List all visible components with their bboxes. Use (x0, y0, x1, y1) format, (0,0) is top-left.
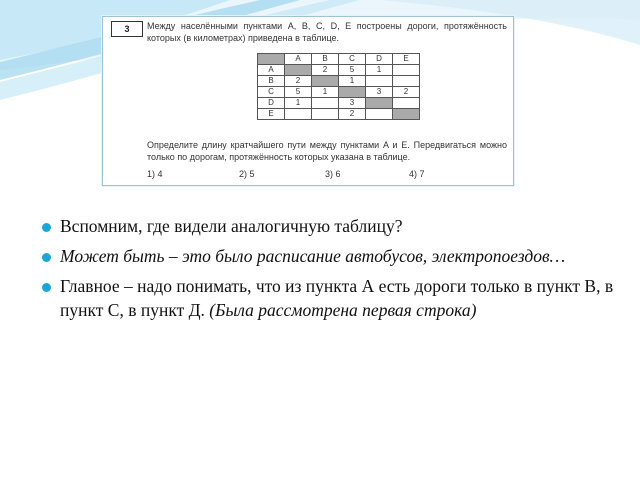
row-label-cell: C (258, 87, 285, 98)
bullet-list (40, 214, 620, 328)
bullet-text: Главное – надо понимать, что из пункта А есть дороги только в пункт В, в пункт С, в пункт Д. (60, 276, 614, 320)
table-cell (312, 98, 339, 109)
table-row (258, 98, 420, 109)
table-header-row (258, 54, 420, 65)
table-cell (285, 109, 312, 120)
bullet-item (40, 244, 620, 268)
answer-option: 2) 5 (239, 169, 255, 179)
table-cell: 2 (339, 109, 366, 120)
table-cell (285, 65, 312, 76)
table-row (258, 76, 420, 87)
table-cell: 1 (339, 76, 366, 87)
table-cell: 5 (339, 65, 366, 76)
answer-option: 1) 4 (147, 169, 163, 179)
bullet-dot-icon (42, 223, 51, 232)
table-cell (366, 109, 393, 120)
problem-statement: Между населёнными пунктами A, B, C, D, E построены дороги, протяжённость которых (в километрах) приведена в таблице. (147, 21, 507, 43)
task-number: 3 (111, 21, 143, 37)
table-cell: 2 (393, 87, 420, 98)
bullet-item (40, 214, 620, 238)
row-label-cell: B (258, 76, 285, 87)
table-header-cell: D (366, 54, 393, 65)
bullet-dot-icon (42, 283, 51, 292)
bullet-text: Вспомним, где видели аналогичную таблицу? (60, 216, 403, 236)
row-label-cell: D (258, 98, 285, 109)
answer-option: 4) 7 (409, 169, 425, 179)
table-header-cell: A (285, 54, 312, 65)
table-header-cell: E (393, 54, 420, 65)
answer-option: 3) 6 (325, 169, 341, 179)
table-cell: 1 (312, 87, 339, 98)
table-cell: 2 (312, 65, 339, 76)
table-header-cell: C (339, 54, 366, 65)
row-label-cell: A (258, 65, 285, 76)
table-cell: 2 (285, 76, 312, 87)
table-cell (312, 109, 339, 120)
distance-table (257, 53, 420, 120)
table-cell (393, 65, 420, 76)
table-cell: 1 (366, 65, 393, 76)
table-row (258, 87, 420, 98)
table-cell: 3 (339, 98, 366, 109)
problem-card (102, 16, 514, 186)
row-label-cell: E (258, 109, 285, 120)
table-cell: 1 (285, 98, 312, 109)
table-row (258, 65, 420, 76)
bullet-dot-icon (42, 253, 51, 262)
table-cell (393, 76, 420, 87)
table-corner-cell (258, 54, 285, 65)
bullet-note: (Была рассмотрена первая строка) (209, 300, 477, 320)
bullet-text: Может быть – это было расписание автобусов, электропоездов… (60, 246, 566, 266)
table-cell (339, 87, 366, 98)
table-cell (393, 98, 420, 109)
table-row (258, 109, 420, 120)
bullet-item (40, 274, 620, 322)
question-statement: Определите длину кратчайшего пути между пунктами A и E. Передвигаться можно только по дорогам, протяжённость которых указана в таблице. (147, 140, 507, 162)
table-cell: 3 (366, 87, 393, 98)
table-cell (366, 98, 393, 109)
table-cell: 5 (285, 87, 312, 98)
table-cell (366, 76, 393, 87)
table-cell (312, 76, 339, 87)
table-cell (393, 109, 420, 120)
table-header-cell: B (312, 54, 339, 65)
